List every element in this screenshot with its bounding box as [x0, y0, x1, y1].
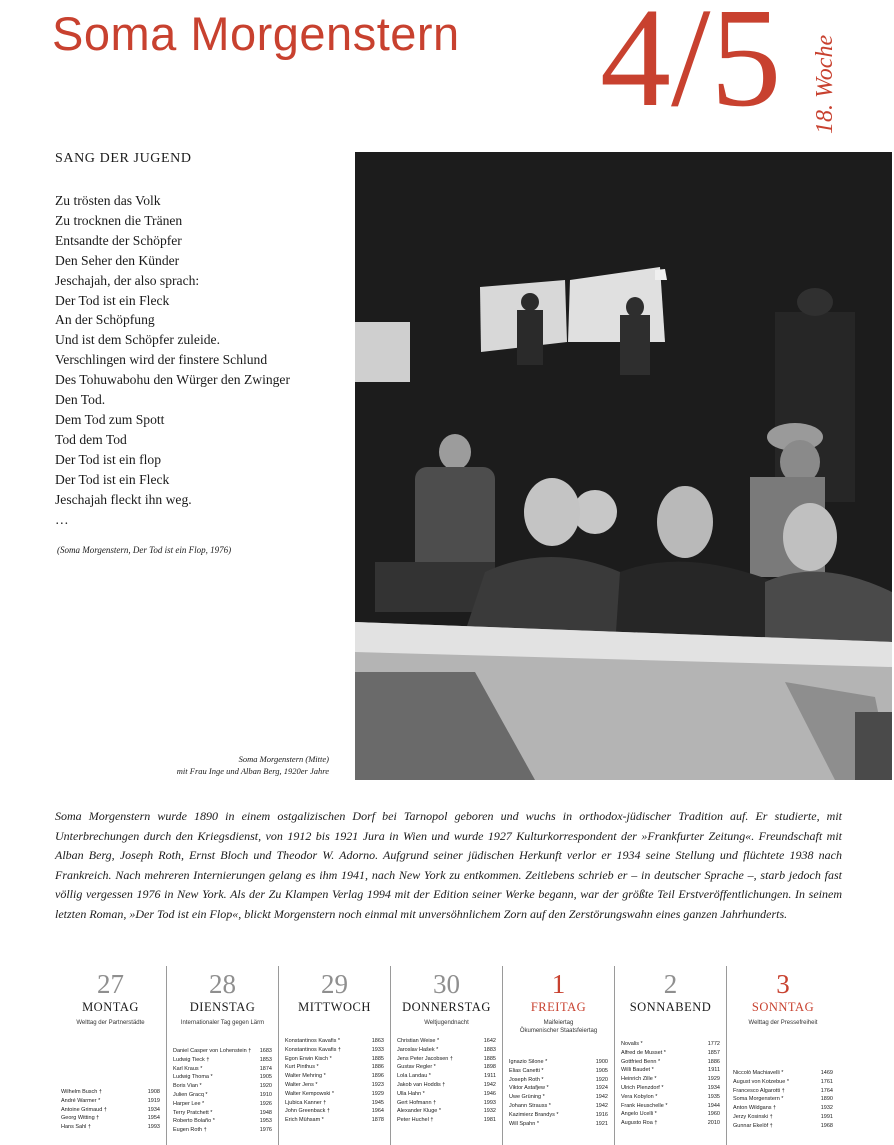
- birthday-entry: [173, 1100, 272, 1109]
- birthday-person: Jens Peter Jacobsen †: [397, 1055, 453, 1062]
- birthday-year: 1942: [595, 1102, 608, 1109]
- birthday-entry: [61, 1123, 160, 1132]
- day-number: 27: [97, 969, 124, 999]
- birthday-person: Anton Wildgans †: [733, 1105, 777, 1112]
- birthday-list: [509, 1058, 608, 1128]
- birthday-person: Daniel Casper von Lohenstein †: [173, 1048, 252, 1054]
- poem-line: Und ist dem Schöpfer zuleide.: [55, 332, 220, 348]
- birthday-person: Peter Huchel †: [397, 1117, 434, 1124]
- birthday-person: Ulla Hahn *: [397, 1090, 425, 1097]
- calendar-day: [279, 966, 391, 1145]
- day-name: DONNERSTAG: [402, 1000, 491, 1014]
- calendar-day: [503, 966, 615, 1145]
- birthday-person: Novalis *: [621, 1041, 643, 1047]
- birthday-year: 1898: [483, 1064, 496, 1071]
- birthday-person: Ulrich Plenzdorf *: [621, 1084, 664, 1091]
- day-observance: Weltjugendnacht: [424, 1020, 469, 1026]
- birthday-list: [733, 1069, 833, 1131]
- birthday-person: Francesco Algarotti †: [733, 1087, 785, 1094]
- birthday-entry: [173, 1073, 272, 1082]
- birthday-year: 1932: [820, 1105, 833, 1112]
- birthday-person: Walter Kempowski *: [285, 1090, 335, 1097]
- birthday-year: 1976: [259, 1127, 272, 1134]
- birthday-year: 1953: [259, 1118, 272, 1125]
- day-number: 29: [321, 969, 348, 999]
- birthday-person: Frank Heuschelle *: [621, 1102, 668, 1109]
- birthday-year: 1942: [595, 1094, 608, 1101]
- birthday-year: 1908: [147, 1089, 160, 1095]
- birthday-year: 1772: [707, 1041, 720, 1047]
- birthday-entry: [397, 1116, 496, 1125]
- birthday-year: 1933: [371, 1046, 384, 1053]
- poem-line: Der Tod ist ein flop: [55, 451, 162, 467]
- photo-caption: [150, 753, 329, 777]
- birthday-person: Ludwig Tieck †: [173, 1056, 210, 1063]
- poem-line: Zu trocknen die Tränen: [55, 212, 183, 228]
- birthday-year: 1761: [820, 1078, 833, 1085]
- birthday-person: Jaroslav Hašek *: [397, 1046, 439, 1053]
- birthday-year: 1945: [371, 1099, 384, 1106]
- birthday-entry: [621, 1058, 720, 1067]
- birthday-year: 1916: [595, 1111, 608, 1118]
- calendar-day: [727, 966, 839, 1145]
- birthday-entry: [397, 1090, 496, 1099]
- birthday-person: Uwe Grüning *: [509, 1094, 545, 1101]
- birthday-entry: [173, 1126, 272, 1135]
- birthday-year: 1883: [483, 1046, 496, 1053]
- birthday-year: 1942: [483, 1081, 496, 1088]
- birthday-year: 1911: [484, 1073, 496, 1080]
- day-number: 3: [776, 969, 790, 999]
- birthday-year: 1885: [483, 1055, 496, 1062]
- week-calendar: [55, 966, 839, 1145]
- poem-line: Der Tod ist ein Fleck: [55, 292, 170, 308]
- birthday-entry: [285, 1037, 384, 1046]
- poem-line: Verschlingen wird der finstere Schlund: [55, 352, 268, 368]
- birthday-year: 1911: [708, 1067, 720, 1074]
- birthday-year: 1857: [707, 1049, 720, 1056]
- birthday-person: Wilhelm Busch †: [61, 1089, 102, 1095]
- poem-line: Zu trösten das Volk: [55, 193, 161, 208]
- birthday-entry: [509, 1120, 608, 1129]
- birthday-entry: [397, 1046, 496, 1055]
- day-name: MITTWOCH: [298, 1000, 371, 1014]
- birthday-list: [397, 1037, 496, 1125]
- birthday-person: Georg Witting †: [61, 1115, 100, 1122]
- birthday-person: Lola Landau *: [397, 1073, 431, 1080]
- birthday-entry: [61, 1088, 160, 1097]
- birthday-entry: [509, 1093, 608, 1102]
- birthday-year: 1886: [371, 1064, 384, 1071]
- birthday-entry: [621, 1049, 720, 1058]
- birthday-person: Walter Mehring *: [285, 1073, 326, 1080]
- birthday-list: [621, 1040, 720, 1128]
- birthday-person: Soma Morgenstern *: [733, 1096, 784, 1103]
- birthday-year: 1642: [483, 1038, 496, 1044]
- birthday-entry: [509, 1076, 608, 1085]
- birthday-person: Ljubica Kanner †: [285, 1099, 327, 1106]
- day-observance: Internationaler Tag gegen Lärm: [180, 1020, 265, 1026]
- birthday-entry: [173, 1047, 272, 1056]
- birthday-year: 1853: [259, 1056, 272, 1063]
- birthday-year: 1863: [371, 1038, 384, 1044]
- birthday-year: 1954: [147, 1115, 160, 1122]
- birthday-entry: [509, 1102, 608, 1111]
- day-observance: Welttag der Pressefreiheit: [748, 1020, 818, 1026]
- day-name: SONNABEND: [629, 1000, 712, 1014]
- page-title: Soma Morgenstern: [52, 7, 460, 60]
- birthday-entry: [397, 1063, 496, 1072]
- historical-photo: [355, 152, 892, 780]
- week-number: 18. Woche: [812, 34, 838, 134]
- birthday-person: Jakob van Hoddis †: [397, 1081, 446, 1088]
- poem-title: SANG DER JUGEND: [55, 151, 192, 166]
- photo-caption-line: mit Frau Inge und Alban Berg, 1920er Jahre: [176, 766, 329, 776]
- birthday-year: 1934: [147, 1106, 160, 1113]
- poem-line: Tod dem Tod: [55, 431, 127, 447]
- birthday-entry: [173, 1109, 272, 1118]
- poem-line: Jeschajah, der also sprach:: [55, 272, 200, 288]
- birthday-year: 1935: [707, 1093, 720, 1100]
- birthday-entry: [285, 1099, 384, 1108]
- birthday-entry: [173, 1117, 272, 1126]
- birthday-entry: [285, 1107, 384, 1116]
- birthday-year: 1944: [707, 1102, 720, 1109]
- birthday-year: 1921: [595, 1120, 608, 1127]
- birthday-year: 1993: [147, 1124, 160, 1131]
- day-number: 30: [433, 969, 460, 999]
- birthday-person: Gustav Regler *: [397, 1064, 436, 1071]
- birthday-year: 1920: [595, 1076, 608, 1083]
- birthday-year: 1764: [820, 1087, 833, 1094]
- birthday-person: Konstantinos Kavafis *: [285, 1038, 341, 1044]
- birthday-entry: [733, 1122, 833, 1131]
- birthday-person: Johann Strauss *: [509, 1102, 551, 1109]
- birthday-entry: [173, 1091, 272, 1100]
- birthday-year: 1923: [371, 1081, 384, 1088]
- poem-line: Entsandte der Schöpfer: [55, 232, 182, 248]
- photo-caption-line: Soma Morgenstern (Mitte): [238, 754, 329, 764]
- birthday-year: 2010: [707, 1120, 720, 1127]
- birthday-person: Angelo Ucelli *: [621, 1111, 657, 1118]
- birthday-entry: [285, 1081, 384, 1090]
- birthday-person: Hans Sahl †: [61, 1124, 91, 1131]
- day-name: DIENSTAG: [189, 1000, 256, 1014]
- birthday-person: Viktor Astafjew *: [509, 1085, 549, 1092]
- birthday-entry: [509, 1067, 608, 1076]
- photo-illustration: [355, 152, 892, 780]
- birthday-person: Heinrich Zille *: [621, 1076, 657, 1083]
- birthday-person: Walter Jens *: [285, 1081, 318, 1088]
- birthday-person: Karl Kraus *: [173, 1065, 203, 1072]
- birthday-year: 1896: [371, 1073, 384, 1080]
- birthday-year: 1885: [371, 1055, 384, 1062]
- poem-line: Der Tod ist ein Fleck: [55, 471, 170, 487]
- birthday-entry: [397, 1081, 496, 1090]
- birthday-entry: [621, 1102, 720, 1111]
- birthday-person: Terry Pratchett *: [173, 1109, 213, 1116]
- birthday-person: Alexander Kluge *: [397, 1108, 442, 1115]
- birthday-person: Elias Canetti *: [509, 1067, 544, 1074]
- birthday-list: [173, 1047, 272, 1135]
- poem-line: Des Tohuwabohu den Würger den Zwinger: [55, 372, 290, 388]
- birthday-year: 1981: [483, 1117, 496, 1124]
- birthday-person: Kazimierz Brandys *: [509, 1111, 559, 1118]
- birthday-year: 1900: [595, 1059, 608, 1065]
- birthday-year: 1929: [371, 1090, 384, 1097]
- poem-line: Den Seher den Künder: [55, 252, 180, 268]
- birthday-entry: [285, 1116, 384, 1125]
- birthday-year: 1960: [707, 1111, 720, 1118]
- birthday-person: John Greenback †: [285, 1108, 330, 1115]
- biography-text: Soma Morgenstern wurde 1890 in einem ostgalizischen Dorf bei Tarnopol geboren und wuchs in orthodox-jüdischer Tradition auf. Er studierte, mit Unterbrechungen durch den Kriegsdienst, von 1912 bis 1921 Jura in Wien und wurde 1927 Kulturkorrespondent der »Frankfurter Zeitung«. Freundschaft mit Alban Berg, Joseph Roth, Ernst Bloch und Theodor W. Adorno. Aufgrund seiner jüdischen Herkunft verlor er 1934 seine Stellung und flüchtete 1938 nach Frankreich. Nach mehreren Internierungen gelang es ihm 1941, nach New York zu entkommen. Zeitlebens schrieb er – in deutscher Sprache –, starb jedoch fast völlig vergessen 1976 in New York. Als der Zu Klampen Verlag 1994 mit der Edition seiner Werke begann, war der größte Teil Erstveröffentlichungen. In seinem letzten Roman, »Der Tod ist ein Flop«, blickt Morgenstern noch einmal mit unversöhnlichem Zorn auf den Zerstörungswahn eines ganzen Jahrhunderts.: [55, 809, 842, 921]
- birthday-entry: [285, 1055, 384, 1064]
- birthday-entry: [733, 1095, 833, 1104]
- birthday-entry: [621, 1110, 720, 1119]
- birthday-year: 1964: [371, 1108, 384, 1115]
- birthday-year: 1874: [259, 1065, 272, 1072]
- birthday-entry: [733, 1069, 833, 1078]
- birthday-entry: [397, 1037, 496, 1046]
- birthday-person: Alfred de Musset *: [621, 1049, 666, 1056]
- day-number: 2: [663, 969, 678, 999]
- birthday-entry: [621, 1119, 720, 1128]
- day-name: MONTAG: [82, 1000, 139, 1014]
- poem-line: Jeschajah fleckt ihn weg.: [55, 491, 192, 507]
- poem-line: Den Tod.: [55, 392, 106, 408]
- birthday-person: Willi Baudet *: [621, 1067, 654, 1074]
- birthday-person: Antoine Grimaud †: [61, 1106, 107, 1113]
- birthday-person: André Warmer *: [61, 1097, 101, 1104]
- birthday-entry: [621, 1066, 720, 1075]
- day-observance: Ökumenischer Staatsfeiertag: [519, 1028, 598, 1034]
- birthday-year: 1905: [259, 1074, 272, 1081]
- birthday-person: Jerzy Kosinski †: [733, 1113, 773, 1120]
- birthday-entry: [285, 1063, 384, 1072]
- day-number: 28: [209, 969, 236, 999]
- birthday-year: 1924: [595, 1085, 608, 1092]
- calendar-day: [391, 966, 503, 1145]
- birthday-person: Ludwig Thoma *: [173, 1074, 213, 1081]
- birthday-entry: [173, 1082, 272, 1091]
- birthday-year: 1993: [483, 1099, 496, 1106]
- birthday-year: 1948: [259, 1109, 272, 1116]
- birthday-year: 1991: [820, 1113, 833, 1120]
- birthday-entry: [509, 1111, 608, 1120]
- birthday-entry: [397, 1099, 496, 1108]
- birthday-entry: [173, 1065, 272, 1074]
- birthday-person: Konstantinos Kavafis †: [285, 1046, 341, 1053]
- birthday-year: 1886: [707, 1058, 720, 1065]
- birthday-year: 1926: [259, 1100, 272, 1107]
- birthday-person: Christian Weise *: [397, 1038, 440, 1044]
- birthday-entry: [733, 1113, 833, 1122]
- birthday-person: Vera Kobylon *: [621, 1093, 658, 1100]
- birthday-person: Erich Mühsam *: [285, 1117, 324, 1124]
- birthday-entry: [509, 1084, 608, 1093]
- birthday-entry: [397, 1107, 496, 1116]
- birthday-person: Will Spahn *: [509, 1120, 539, 1127]
- birthday-entry: [173, 1056, 272, 1065]
- birthday-entry: [397, 1072, 496, 1081]
- birthday-entry: [61, 1106, 160, 1115]
- birthday-year: 1905: [595, 1067, 608, 1074]
- day-name: SONNTAG: [751, 1000, 815, 1014]
- birthday-person: Joseph Roth *: [509, 1076, 544, 1083]
- day-observance: Maifeiertag: [543, 1020, 574, 1026]
- birthday-year: 1920: [259, 1083, 272, 1090]
- birthday-entry: [733, 1104, 833, 1113]
- birthday-entry: [285, 1046, 384, 1055]
- birthday-list: [61, 1088, 160, 1132]
- birthday-person: Augusto Roa †: [621, 1120, 658, 1127]
- calendar-day: [615, 966, 727, 1145]
- birthday-list: [285, 1037, 384, 1125]
- birthday-entry: [285, 1090, 384, 1099]
- birthday-person: Gunnar Ekelöf †: [733, 1122, 773, 1129]
- birthday-year: 1910: [259, 1091, 272, 1098]
- birthday-entry: [285, 1072, 384, 1081]
- birthday-person: August von Kotzebue *: [733, 1078, 789, 1085]
- birthday-year: 1932: [483, 1108, 496, 1115]
- birthday-entry: [621, 1075, 720, 1084]
- birthday-person: Harper Lee *: [173, 1100, 205, 1107]
- birthday-entry: [621, 1093, 720, 1102]
- birthday-year: 1968: [820, 1122, 833, 1129]
- birthday-person: Boris Vian *: [173, 1083, 202, 1090]
- birthday-person: Gottfried Benn *: [621, 1058, 661, 1065]
- poem-text: [55, 191, 290, 529]
- birthday-entry: [733, 1078, 833, 1087]
- birthday-entry: [509, 1058, 608, 1067]
- birthday-year: 1683: [259, 1048, 272, 1054]
- birthday-year: 1946: [483, 1090, 496, 1097]
- day-observance: Welttag der Partnerstädte: [76, 1020, 145, 1026]
- day-name: FREITAG: [530, 1000, 587, 1014]
- birthday-year: 1890: [820, 1096, 833, 1103]
- birthday-person: Egon Erwin Kisch *: [285, 1055, 332, 1062]
- birthday-year: 1919: [147, 1097, 160, 1104]
- birthday-entry: [621, 1040, 720, 1049]
- birthday-entry: [733, 1087, 833, 1096]
- birthday-year: 1878: [371, 1117, 384, 1124]
- birthday-person: Kurt Pinthus *: [285, 1064, 319, 1071]
- birthday-person: Roberto Bolaño *: [173, 1118, 215, 1125]
- birthday-person: Ignazio Silone *: [509, 1059, 548, 1065]
- calendar-day: [55, 966, 167, 1145]
- birthday-person: Niccolò Machiavelli *: [733, 1070, 784, 1076]
- birthday-person: Gert Hofmann †: [397, 1099, 437, 1106]
- day-number: 1: [551, 969, 566, 999]
- birthday-person: Julien Gracq *: [173, 1091, 208, 1098]
- poem-line: Dem Tod zum Spott: [55, 411, 165, 427]
- birthday-entry: [61, 1114, 160, 1123]
- birthday-year: 1469: [820, 1070, 833, 1076]
- week-date-range: 4/5: [600, 0, 782, 136]
- calendar-day: [167, 966, 279, 1145]
- poem-line: …: [55, 511, 69, 527]
- poem-source: (Soma Morgenstern, Der Tod ist ein Flop, 1976): [57, 545, 232, 555]
- birthday-entry: [397, 1055, 496, 1064]
- poem-line: An der Schöpfung: [55, 312, 155, 328]
- birthday-year: 1929: [707, 1076, 720, 1083]
- birthday-person: Eugen Roth †: [173, 1127, 207, 1134]
- birthday-entry: [621, 1084, 720, 1093]
- birthday-year: 1934: [707, 1084, 720, 1091]
- birthday-entry: [61, 1097, 160, 1106]
